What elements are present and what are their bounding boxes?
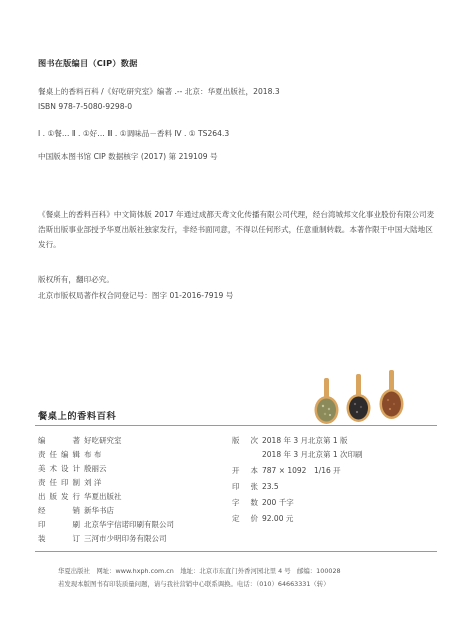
- cip-line-1: 餐桌上的香料百科 /《好吃研究室》编著 .-- 北京：华夏出版社，2018.3: [38, 87, 280, 96]
- spice-spoons-illustration: [305, 370, 415, 430]
- credit-publisher: 出版发行 华夏出版社: [38, 492, 122, 501]
- credit-format: 开本 787 × 1092 1/16 开: [232, 466, 341, 475]
- credit-distributor: 经销 新华书店: [38, 506, 114, 515]
- credit-print-manager: 责任印制 刘 洋: [38, 478, 102, 487]
- credit-edition: 版次 2018 年 3 月北京第 1 版: [232, 436, 348, 445]
- spoon-brown-spice: [380, 370, 404, 419]
- footer-address: 华夏出版社 网址：www.hxph.com.cn 地址：北京市东直门外香河园北里 4 号 邮编：100028: [58, 567, 341, 575]
- footer-quality-notice: 若发现本版图书有印装质量问题，请与我社营销中心联系调换。电话：（010）64663331（转）: [58, 580, 330, 588]
- spoon-green-spice: [315, 378, 339, 424]
- license-notice: 《餐桌上的香料百科》中文简体版 2017 年通过成都天鸢文化传播有限公司代理，经台湾城邦文化事业股份有限公司麦浩斯出版事业部授予华夏出版社独家发行，非经书面同意，不得以任何形式，任意重制转载。本著作限于中国大陆地区发行。: [38, 210, 435, 249]
- book-title: 餐桌上的香料百科: [38, 411, 117, 422]
- divider-top: [35, 425, 437, 426]
- cip-line-2: ISBN 978-7-5080-9298-0: [38, 102, 133, 111]
- spoon-black-spice: [347, 374, 371, 422]
- credit-word-count: 字数 200 千字: [232, 498, 294, 507]
- cip-line-3: Ⅰ . ①餐… Ⅱ . ①好… Ⅲ . ①调味品－香料 Ⅳ . ① TS264.3: [38, 129, 230, 138]
- credit-binding: 装订 三河市少明印务有限公司: [38, 534, 167, 543]
- credit-editor: 编著 好吃研究室: [38, 436, 122, 445]
- credit-art-design: 美术设计 殷丽云: [38, 464, 107, 473]
- credit-printing: 2018 年 3 月北京第 1 次印刷: [262, 450, 363, 459]
- copyright-registration: 北京市版权局著作权合同登记号：图字 01-2016-7919 号: [38, 291, 234, 300]
- rights-reserved: 版权所有，翻印必究。: [38, 275, 114, 284]
- divider-bottom: [35, 551, 437, 552]
- credit-printer: 印刷 北京华宇信诺印刷有限公司: [38, 520, 174, 529]
- cip-line-4: 中国版本图书馆 CIP 数据核字 (2017) 第 219109 号: [38, 152, 218, 161]
- credit-sheets: 印张 23.5: [232, 482, 279, 491]
- credit-responsible-editor: 责任编辑 布 布: [38, 450, 102, 459]
- credit-price: 定价 92.00 元: [232, 514, 294, 523]
- cip-title: 图书在版编目（CIP）数据: [38, 58, 138, 68]
